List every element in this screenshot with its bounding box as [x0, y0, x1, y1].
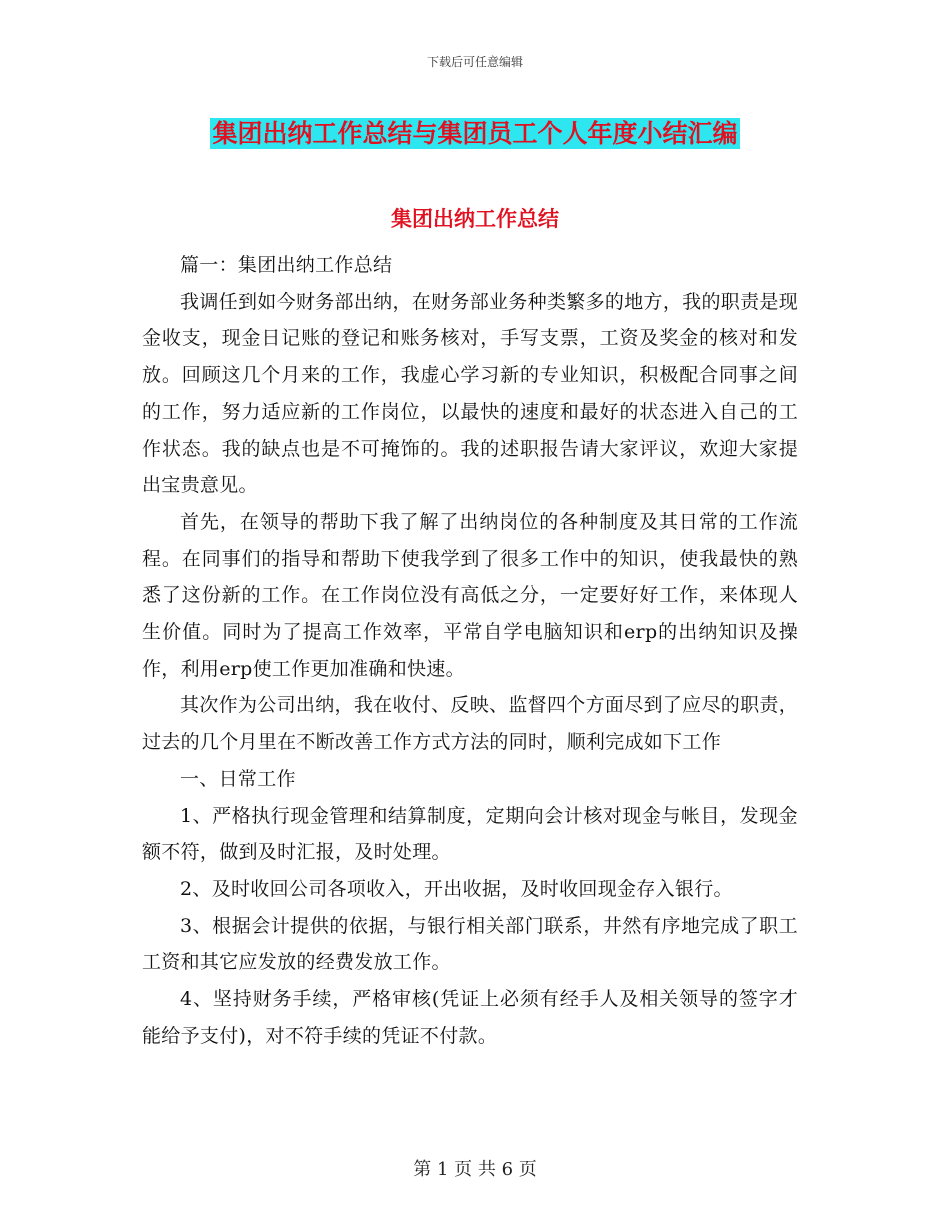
paragraph: 2、及时收回公司各项收入，开出收据，及时收回现金存入银行。	[180, 877, 733, 900]
document-body	[142, 247, 798, 1054]
paragraph: 3、根据会计提供的依据，与银行相关部门联系，井然有序地完成了职工工资和其它应发放的经费发放工作。	[142, 914, 798, 974]
paragraph: 其次作为公司出纳，我在收付、反映、监督四个方面尽到了应尽的职责，过去的几个月里在不断改善工作方式方法的同时，顺利完成如下工作	[142, 694, 798, 754]
document-title-text: 集团出纳工作总结与集团员工个人年度小结汇编	[212, 119, 738, 148]
paragraph: 我调任到如今财务部出纳，在财务部业务种类繁多的地方，我的职责是现金收支，现金日记账的登记和账务核对，手写支票，工资及奖金的核对和发放。回顾这几个月来的工作，我虚心学习新的专业知识，积极配合同事之间的工作，努力适应新的工作岗位，以最快的速度和最好的状态进入自己的工作状态。我的缺点也是不可掩饰的。我的述职报告请大家评议，欢迎大家提出宝贵意见。	[142, 290, 798, 497]
paragraph: 首先，在领导的帮助下我了解了出纳岗位的各种制度及其日常的工作流程。在同事们的指导和帮助下使我学到了很多工作中的知识，使我最快的熟悉了这份新的工作。在工作岗位没有高低之分，一定要好好工作，来体现人生价值。同时为了提高工作效率，平常自学电脑知识和erp的出纳知识及操作，利用erp使工作更加准确和快速。	[142, 510, 798, 680]
header-note: 下载后可任意编辑	[426, 55, 523, 69]
page-footer: 第 1 页 共 6 页	[413, 1159, 537, 1180]
document-title	[0, 114, 950, 150]
paragraph: 篇一：集团出纳工作总结	[180, 254, 393, 276]
paragraph: 1、严格执行现金管理和结算制度，定期向会计核对现金与帐目，发现金额不符，做到及时汇报，及时处理。	[142, 804, 798, 864]
paragraph: 4、坚持财务手续，严格审核(凭证上必须有经手人及相关领导的签字才能给予支付)，对不符手续的凭证不付款。	[142, 988, 798, 1047]
section-title: 集团出纳工作总结	[391, 207, 559, 231]
paragraph: 一、日常工作	[180, 767, 296, 790]
